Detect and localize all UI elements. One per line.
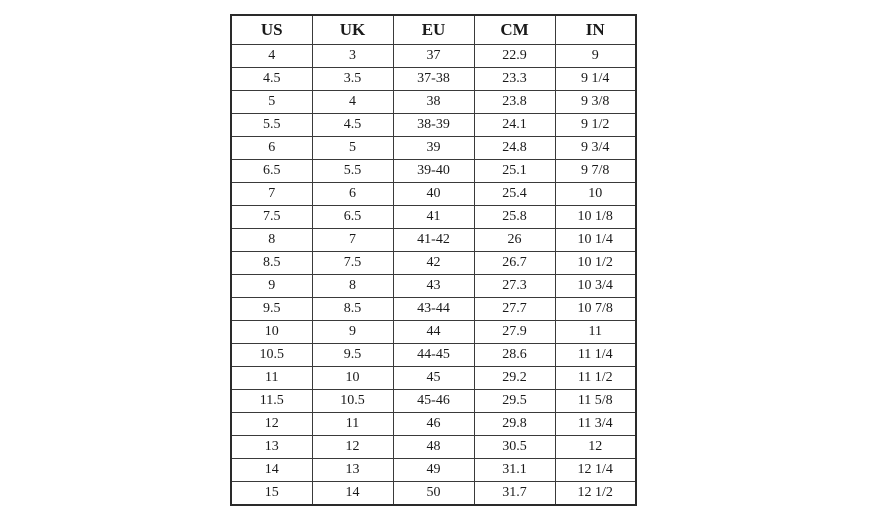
table-header <box>231 15 636 45</box>
cell-us: 14 <box>231 459 312 482</box>
cell-in: 10 <box>555 183 636 206</box>
cell-eu: 38 <box>393 91 474 114</box>
cell-us: 4.5 <box>231 68 312 91</box>
cell-in: 11 1/4 <box>555 344 636 367</box>
cell-in: 11 3/4 <box>555 413 636 436</box>
cell-eu: 38-39 <box>393 114 474 137</box>
cell-cm: 25.8 <box>474 206 555 229</box>
table-body <box>231 45 636 506</box>
cell-cm: 27.7 <box>474 298 555 321</box>
cell-cm: 23.8 <box>474 91 555 114</box>
header-uk: UK <box>312 15 393 45</box>
cell-eu: 37-38 <box>393 68 474 91</box>
header-cm: CM <box>474 15 555 45</box>
cell-in: 9 1/4 <box>555 68 636 91</box>
cell-eu: 45-46 <box>393 390 474 413</box>
cell-in: 12 <box>555 436 636 459</box>
cell-eu: 49 <box>393 459 474 482</box>
cell-eu: 44 <box>393 321 474 344</box>
cell-us: 8.5 <box>231 252 312 275</box>
cell-cm: 27.3 <box>474 275 555 298</box>
cell-uk: 4 <box>312 91 393 114</box>
cell-cm: 27.9 <box>474 321 555 344</box>
cell-uk: 10.5 <box>312 390 393 413</box>
table-row <box>231 114 636 137</box>
table-row <box>231 321 636 344</box>
cell-uk: 6 <box>312 183 393 206</box>
cell-cm: 25.1 <box>474 160 555 183</box>
cell-eu: 41 <box>393 206 474 229</box>
cell-uk: 11 <box>312 413 393 436</box>
cell-cm: 29.2 <box>474 367 555 390</box>
cell-eu: 46 <box>393 413 474 436</box>
cell-cm: 28.6 <box>474 344 555 367</box>
header-in: IN <box>555 15 636 45</box>
cell-cm: 24.1 <box>474 114 555 137</box>
cell-us: 10 <box>231 321 312 344</box>
table-row <box>231 45 636 68</box>
header-us: US <box>231 15 312 45</box>
cell-eu: 50 <box>393 482 474 506</box>
cell-uk: 7.5 <box>312 252 393 275</box>
cell-in: 9 3/8 <box>555 91 636 114</box>
cell-in: 10 3/4 <box>555 275 636 298</box>
cell-cm: 31.1 <box>474 459 555 482</box>
cell-eu: 48 <box>393 436 474 459</box>
cell-eu: 39 <box>393 137 474 160</box>
cell-us: 13 <box>231 436 312 459</box>
table-row <box>231 206 636 229</box>
header-row <box>231 15 636 45</box>
table-row <box>231 275 636 298</box>
table-row <box>231 183 636 206</box>
cell-uk: 4.5 <box>312 114 393 137</box>
cell-us: 5 <box>231 91 312 114</box>
cell-us: 10.5 <box>231 344 312 367</box>
cell-in: 11 5/8 <box>555 390 636 413</box>
cell-in: 9 3/4 <box>555 137 636 160</box>
cell-us: 15 <box>231 482 312 506</box>
cell-cm: 30.5 <box>474 436 555 459</box>
table-row <box>231 390 636 413</box>
table-row <box>231 91 636 114</box>
cell-uk: 14 <box>312 482 393 506</box>
cell-cm: 26.7 <box>474 252 555 275</box>
cell-in: 10 1/4 <box>555 229 636 252</box>
table-row <box>231 160 636 183</box>
cell-eu: 40 <box>393 183 474 206</box>
cell-eu: 45 <box>393 367 474 390</box>
cell-in: 11 1/2 <box>555 367 636 390</box>
table-row <box>231 367 636 390</box>
cell-us: 12 <box>231 413 312 436</box>
cell-uk: 8.5 <box>312 298 393 321</box>
cell-uk: 3.5 <box>312 68 393 91</box>
cell-in: 9 <box>555 45 636 68</box>
table-row <box>231 298 636 321</box>
cell-uk: 13 <box>312 459 393 482</box>
cell-eu: 42 <box>393 252 474 275</box>
cell-cm: 22.9 <box>474 45 555 68</box>
cell-cm: 24.8 <box>474 137 555 160</box>
table-row <box>231 482 636 506</box>
cell-us: 6 <box>231 137 312 160</box>
cell-uk: 12 <box>312 436 393 459</box>
cell-eu: 43-44 <box>393 298 474 321</box>
cell-us: 11 <box>231 367 312 390</box>
cell-uk: 5.5 <box>312 160 393 183</box>
cell-eu: 41-42 <box>393 229 474 252</box>
cell-eu: 39-40 <box>393 160 474 183</box>
table-row <box>231 68 636 91</box>
cell-us: 9 <box>231 275 312 298</box>
cell-in: 12 1/2 <box>555 482 636 506</box>
cell-uk: 8 <box>312 275 393 298</box>
cell-in: 9 7/8 <box>555 160 636 183</box>
table-row <box>231 436 636 459</box>
cell-cm: 29.8 <box>474 413 555 436</box>
shoe-size-chart-table <box>230 14 637 506</box>
cell-cm: 25.4 <box>474 183 555 206</box>
cell-in: 9 1/2 <box>555 114 636 137</box>
cell-eu: 44-45 <box>393 344 474 367</box>
cell-cm: 31.7 <box>474 482 555 506</box>
table-row <box>231 229 636 252</box>
cell-uk: 7 <box>312 229 393 252</box>
table-row <box>231 459 636 482</box>
cell-cm: 26 <box>474 229 555 252</box>
cell-us: 8 <box>231 229 312 252</box>
cell-us: 11.5 <box>231 390 312 413</box>
cell-uk: 10 <box>312 367 393 390</box>
cell-cm: 23.3 <box>474 68 555 91</box>
cell-in: 12 1/4 <box>555 459 636 482</box>
table-row <box>231 344 636 367</box>
cell-us: 5.5 <box>231 114 312 137</box>
table-row <box>231 413 636 436</box>
cell-uk: 9 <box>312 321 393 344</box>
cell-in: 11 <box>555 321 636 344</box>
cell-cm: 29.5 <box>474 390 555 413</box>
cell-in: 10 1/8 <box>555 206 636 229</box>
cell-eu: 43 <box>393 275 474 298</box>
header-eu: EU <box>393 15 474 45</box>
cell-uk: 6.5 <box>312 206 393 229</box>
cell-in: 10 7/8 <box>555 298 636 321</box>
cell-us: 7.5 <box>231 206 312 229</box>
cell-in: 10 1/2 <box>555 252 636 275</box>
cell-us: 9.5 <box>231 298 312 321</box>
cell-uk: 5 <box>312 137 393 160</box>
cell-us: 6.5 <box>231 160 312 183</box>
table-row <box>231 137 636 160</box>
cell-uk: 3 <box>312 45 393 68</box>
cell-eu: 37 <box>393 45 474 68</box>
cell-us: 7 <box>231 183 312 206</box>
cell-uk: 9.5 <box>312 344 393 367</box>
cell-us: 4 <box>231 45 312 68</box>
table-row <box>231 252 636 275</box>
